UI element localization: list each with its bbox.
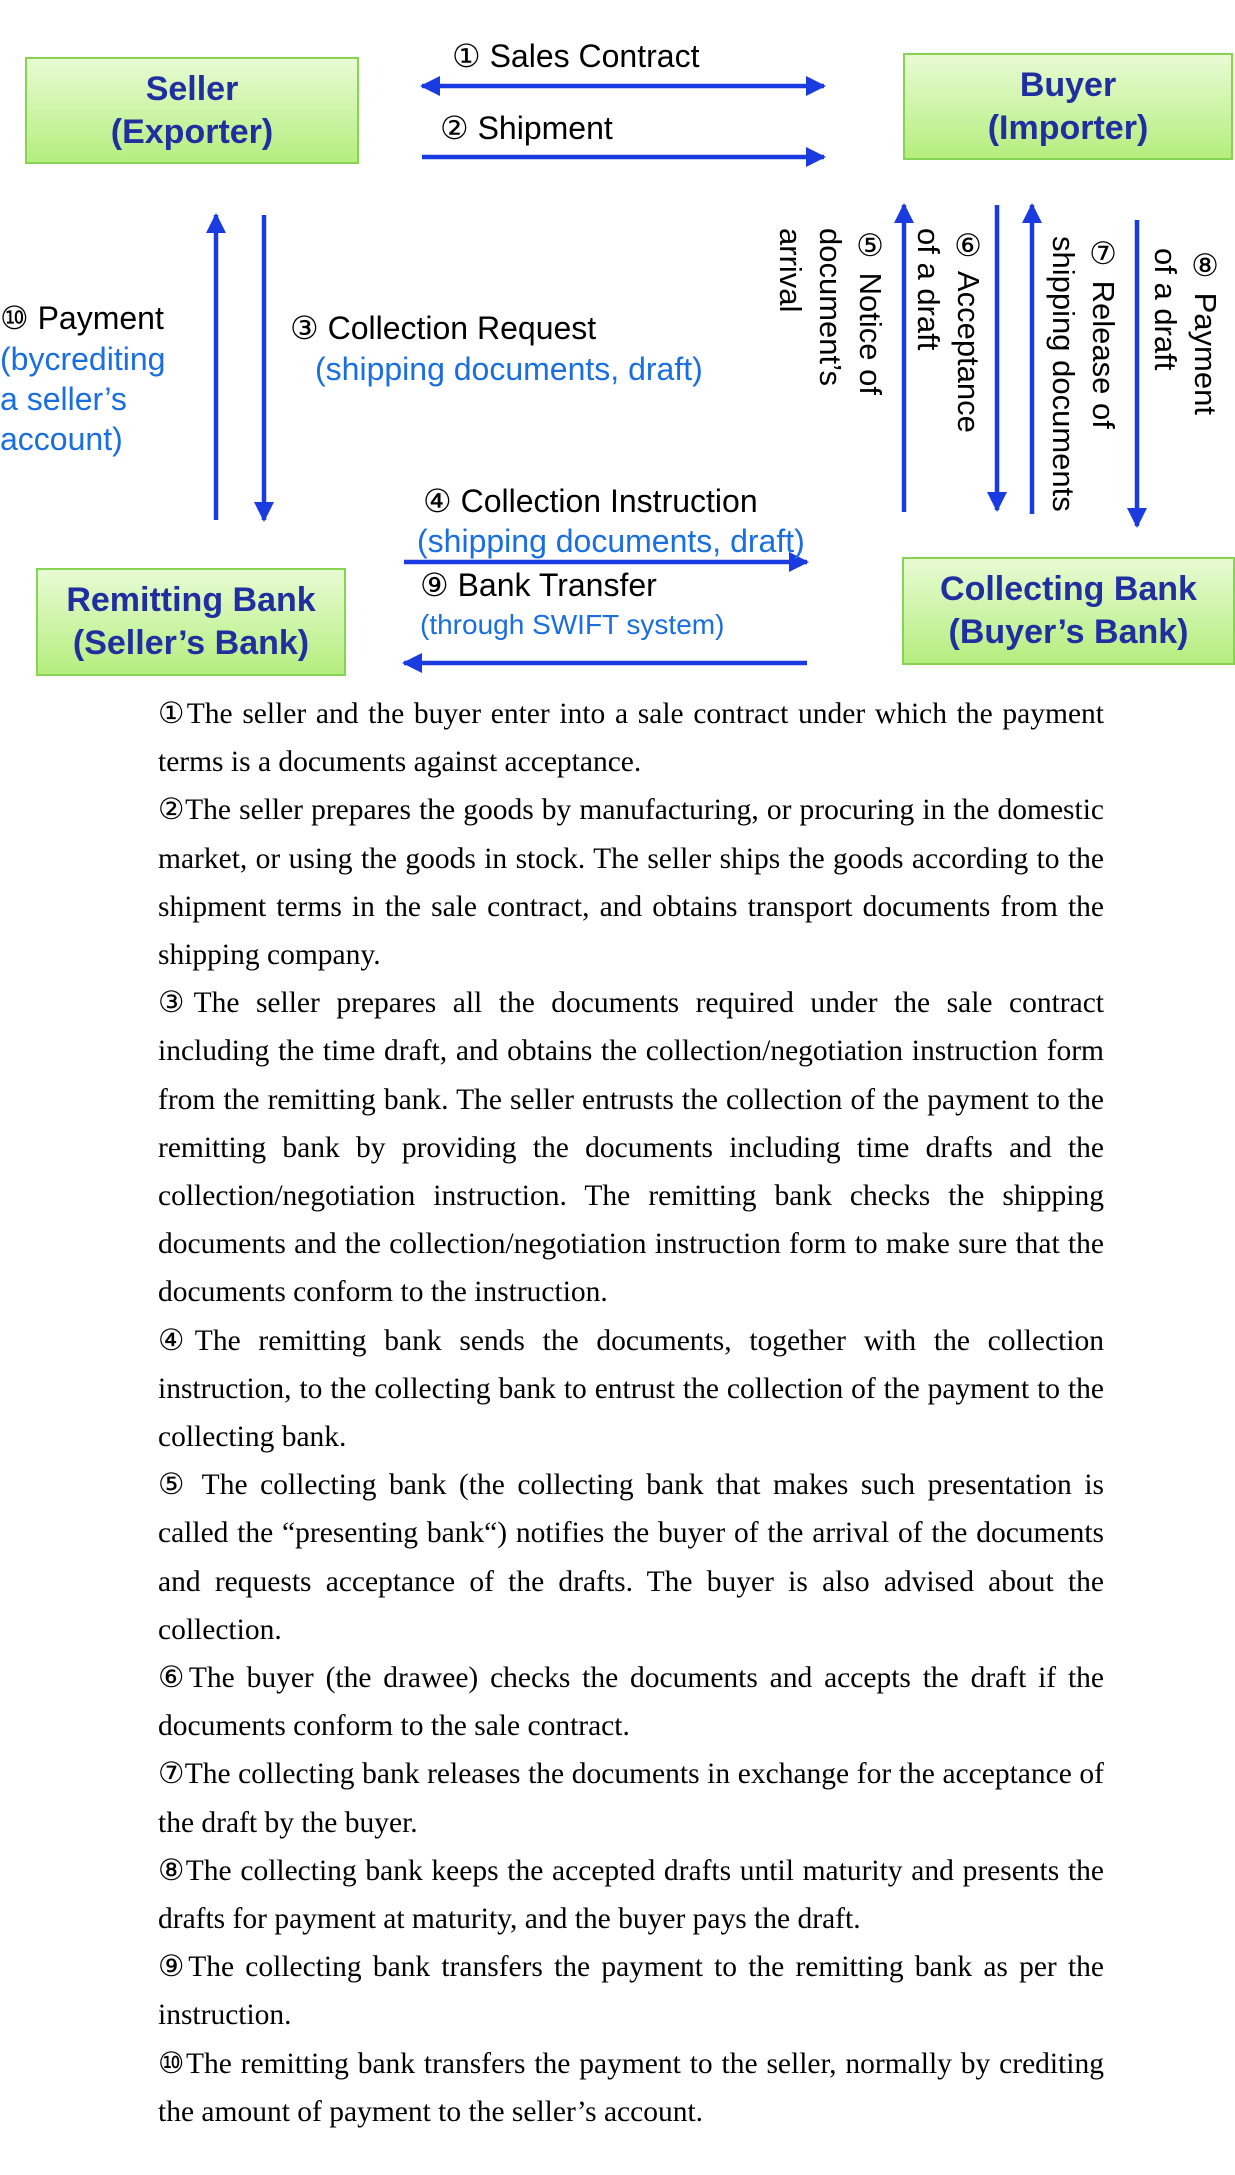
label-acceptance-line-1: ⑥ Acceptance [951, 228, 986, 433]
step-9: ⑨The collecting bank transfers the payment to the remitting bank as per the instruction. [158, 1951, 1104, 2032]
label-sales-contract: ① Sales Contract [452, 38, 700, 74]
label-release-line-1: ⑦ Release of [1086, 236, 1121, 429]
step-1: ①The seller and the buyer enter into a sale contract under which the payment terms is a documents against acceptance. [158, 698, 1104, 779]
step-5: ⑤ The collecting bank (the collecting bank that makes such presentation is called the “presenting bank“) notifies the buyer of the arrival of the documents and requests acceptance of the drafts. The buyer is also advised about the collection. [158, 1469, 1104, 1646]
step-6: ⑥The buyer (the drawee) checks the documents and accepts the draft if the documents conform to the sale contract. [158, 1662, 1104, 1743]
label-bank-transfer-sub: (through SWIFT system) [420, 609, 725, 640]
step-2: ②The seller prepares the goods by manufacturing, or procuring in the domestic market, or using the goods in stock. The seller ships the goods according to the shipment terms in the sale contract, and obtains transport documents from the shipping company. [158, 794, 1104, 972]
collection-flow-diagram [0, 0, 1235, 680]
buyer-box [903, 53, 1233, 160]
step-4: ④The remitting bank sends the documents, together with the collection instruction, to the collecting bank to entrust the collection of the payment to the collecting bank. [158, 1324, 1104, 1454]
step-3: ③The seller prepares all the documents required under the sale contract including the time draft, and obtains the collection/negotiation instruction form from the remitting bank. The seller entrusts the collection of the payment to the remitting bank by providing the documents including time drafts and the collection/negotiation instruction. The remitting bank checks the shipping documents and the collection/negotiation instruction form to make sure that the documents conform to the instruction. [158, 987, 1104, 1309]
label-payment-sub-3: account) [0, 421, 123, 457]
label-payment-of-draft [1145, 248, 1225, 415]
label-payment-of-draft-line-1: ⑧ Payment [1188, 248, 1223, 415]
label-payment-of-draft-line-2: of a draft [1148, 248, 1183, 371]
label-notice-of-arrival-line-1: ⑤ Notice of [853, 228, 888, 395]
remitting-bank-title: Remitting Bank [66, 581, 316, 619]
label-release-line-2: shipping documents [1046, 236, 1081, 512]
label-notice-of-arrival-line-3: arrival [773, 228, 808, 313]
buyer-title: Buyer [1019, 65, 1117, 104]
seller-subtitle: (Exporter) [110, 112, 274, 151]
label-acceptance-of-draft [908, 228, 988, 433]
remitting-bank-subtitle: (Seller’s Bank) [72, 624, 310, 662]
label-bank-transfer: ⑨ Bank Transfer [420, 567, 657, 603]
label-payment-sub-2: a seller’s [0, 381, 127, 417]
collecting-bank-box [902, 557, 1235, 665]
label-notice-of-arrival-line-2: document’s [813, 228, 848, 386]
collecting-bank-title: Collecting Bank [940, 570, 1197, 608]
label-release-of-documents [1043, 236, 1123, 512]
label-acceptance-line-2: of a draft [911, 228, 946, 351]
seller-box [25, 57, 359, 164]
remitting-bank-box [36, 568, 346, 676]
label-notice-of-arrival [770, 228, 890, 395]
step-10: ⑩The remitting bank transfers the payment to the seller, normally by crediting the amount of payment to the seller’s account. [158, 2047, 1104, 2128]
buyer-subtitle: (Importer) [987, 108, 1149, 147]
step-descriptions [158, 690, 1104, 2136]
label-collection-instruction: ④ Collection Instruction [423, 483, 758, 519]
label-collection-instruction-sub: (shipping documents, draft) [417, 523, 805, 559]
seller-title: Seller [145, 69, 239, 108]
label-payment-sub-1: (bycrediting [0, 341, 166, 377]
label-collection-request: ③ Collection Request [290, 310, 597, 346]
collecting-bank-subtitle: (Buyer’s Bank) [948, 613, 1189, 651]
label-shipment: ② Shipment [440, 110, 613, 146]
label-collection-request-sub: (shipping documents, draft) [315, 351, 703, 387]
step-8: ⑧The collecting bank keeps the accepted drafts until maturity and presents the drafts for payment at maturity, and the buyer pays the draft. [158, 1854, 1104, 1936]
label-payment: ⑩ Payment [0, 300, 164, 336]
step-7: ⑦The collecting bank releases the documents in exchange for the acceptance of the draft by the buyer. [158, 1758, 1104, 1839]
